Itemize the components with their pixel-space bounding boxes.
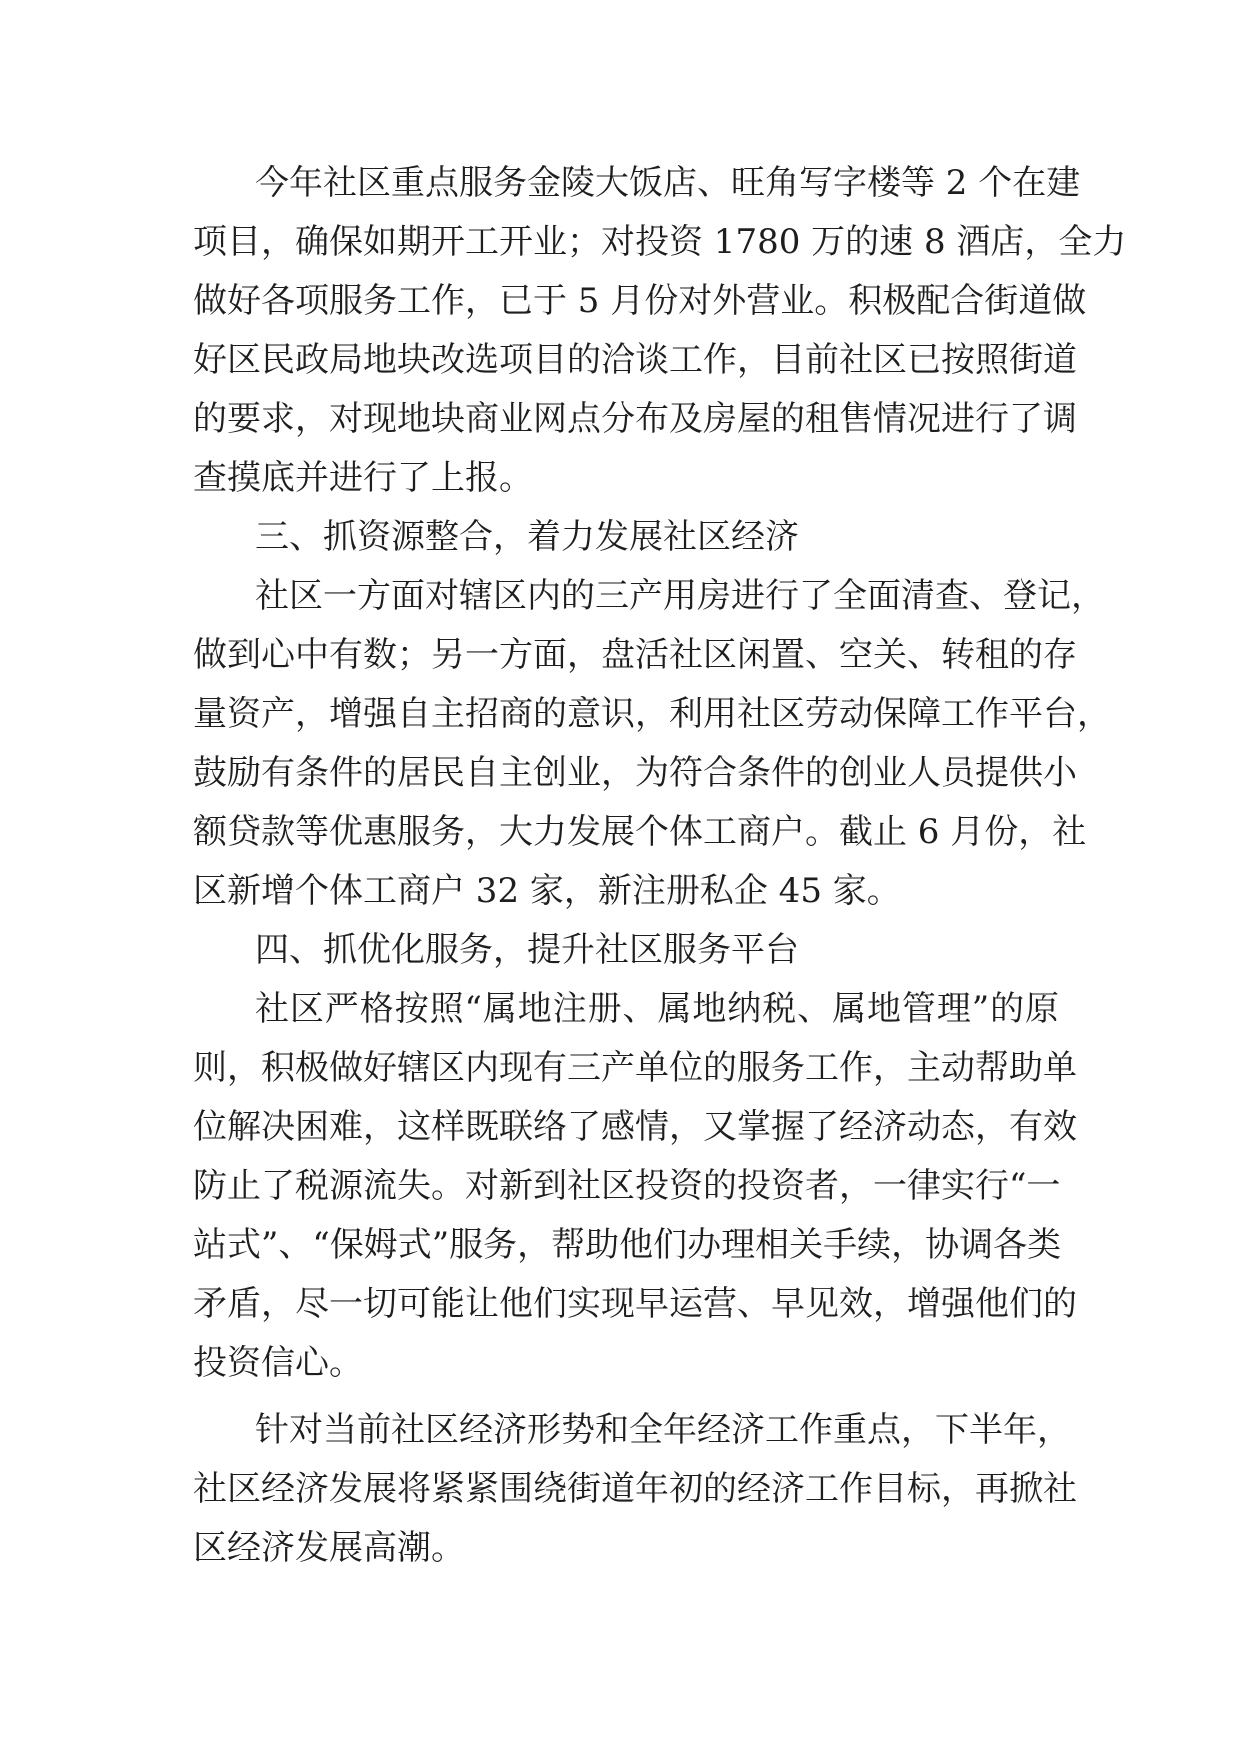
paragraph-spacer bbox=[193, 1393, 1059, 1401]
text-line: 社区经济发展将紧紧围绕街道年初的经济工作目标，再掀社 bbox=[193, 1469, 1077, 1509]
text-line: 项目，确保如期开工开业；对投资 1780 万的速 8 酒店，全力 bbox=[193, 222, 1127, 262]
text-line: 区经济发展高潮。 bbox=[193, 1528, 465, 1568]
text-line: 好区民政局地块改选项目的洽谈工作，目前社区已按照街道 bbox=[193, 340, 1077, 380]
text-line: 防止了税源流失。对新到社区投资的投资者，一律实行“一 bbox=[193, 1166, 1061, 1206]
section-heading-4 bbox=[193, 921, 1059, 980]
text-line: 投资信心。 bbox=[193, 1343, 363, 1383]
text-line: 查摸底并进行了上报。 bbox=[193, 458, 533, 498]
text-line: 做好各项服务工作，已于 5 月份对外营业。积极配合街道做 bbox=[193, 281, 1087, 321]
paragraph-services bbox=[193, 980, 1077, 1393]
paragraph-resources bbox=[193, 567, 1111, 921]
text-line: 针对当前社区经济形势和全年经济工作重点，下半年， bbox=[255, 1410, 1071, 1450]
text-line: 社区一方面对辖区内的三产用房进行了全面清查、登记， bbox=[255, 576, 1105, 616]
paragraph-outlook bbox=[193, 1401, 1077, 1578]
text-line: 做到心中有数；另一方面，盘活社区闲置、空关、转租的存 bbox=[193, 635, 1077, 675]
paragraph-projects bbox=[193, 154, 1127, 508]
text-line: 社区严格按照“属地注册、属地纳税、属地管理”的原 bbox=[255, 989, 1059, 1029]
text-line: 的要求，对现地块商业网点分布及房屋的租售情况进行了调 bbox=[193, 399, 1077, 439]
text-line: 量资产，增强自主招商的意识，利用社区劳动保障工作平台， bbox=[193, 694, 1111, 734]
section-heading-3 bbox=[193, 508, 1059, 567]
text-line: 站式”、“保姆式”服务，帮助他们办理相关手续，协调各类 bbox=[193, 1225, 1062, 1265]
text-line: 则，积极做好辖区内现有三产单位的服务工作，主动帮助单 bbox=[193, 1048, 1077, 1088]
text-line: 区新增个体工商户 32 家，新注册私企 45 家。 bbox=[193, 871, 901, 911]
text-line: 矛盾，尽一切可能让他们实现早运营、早见效，增强他们的 bbox=[193, 1284, 1077, 1324]
document-body bbox=[193, 154, 1127, 1578]
text-line: 位解决困难，这样既联络了感情，又掌握了经济动态，有效 bbox=[193, 1107, 1077, 1147]
heading-text: 三、抓资源整合，着力发展社区经济 bbox=[255, 517, 799, 557]
text-line: 鼓励有条件的居民自主创业，为符合条件的创业人员提供小 bbox=[193, 753, 1077, 793]
text-line: 额贷款等优惠服务，大力发展个体工商户。截止 6 月份，社 bbox=[193, 812, 1087, 852]
heading-text: 四、抓优化服务，提升社区服务平台 bbox=[255, 930, 799, 970]
text-line: 今年社区重点服务金陵大饭店、旺角写字楼等 2 个在建 bbox=[255, 163, 1081, 203]
